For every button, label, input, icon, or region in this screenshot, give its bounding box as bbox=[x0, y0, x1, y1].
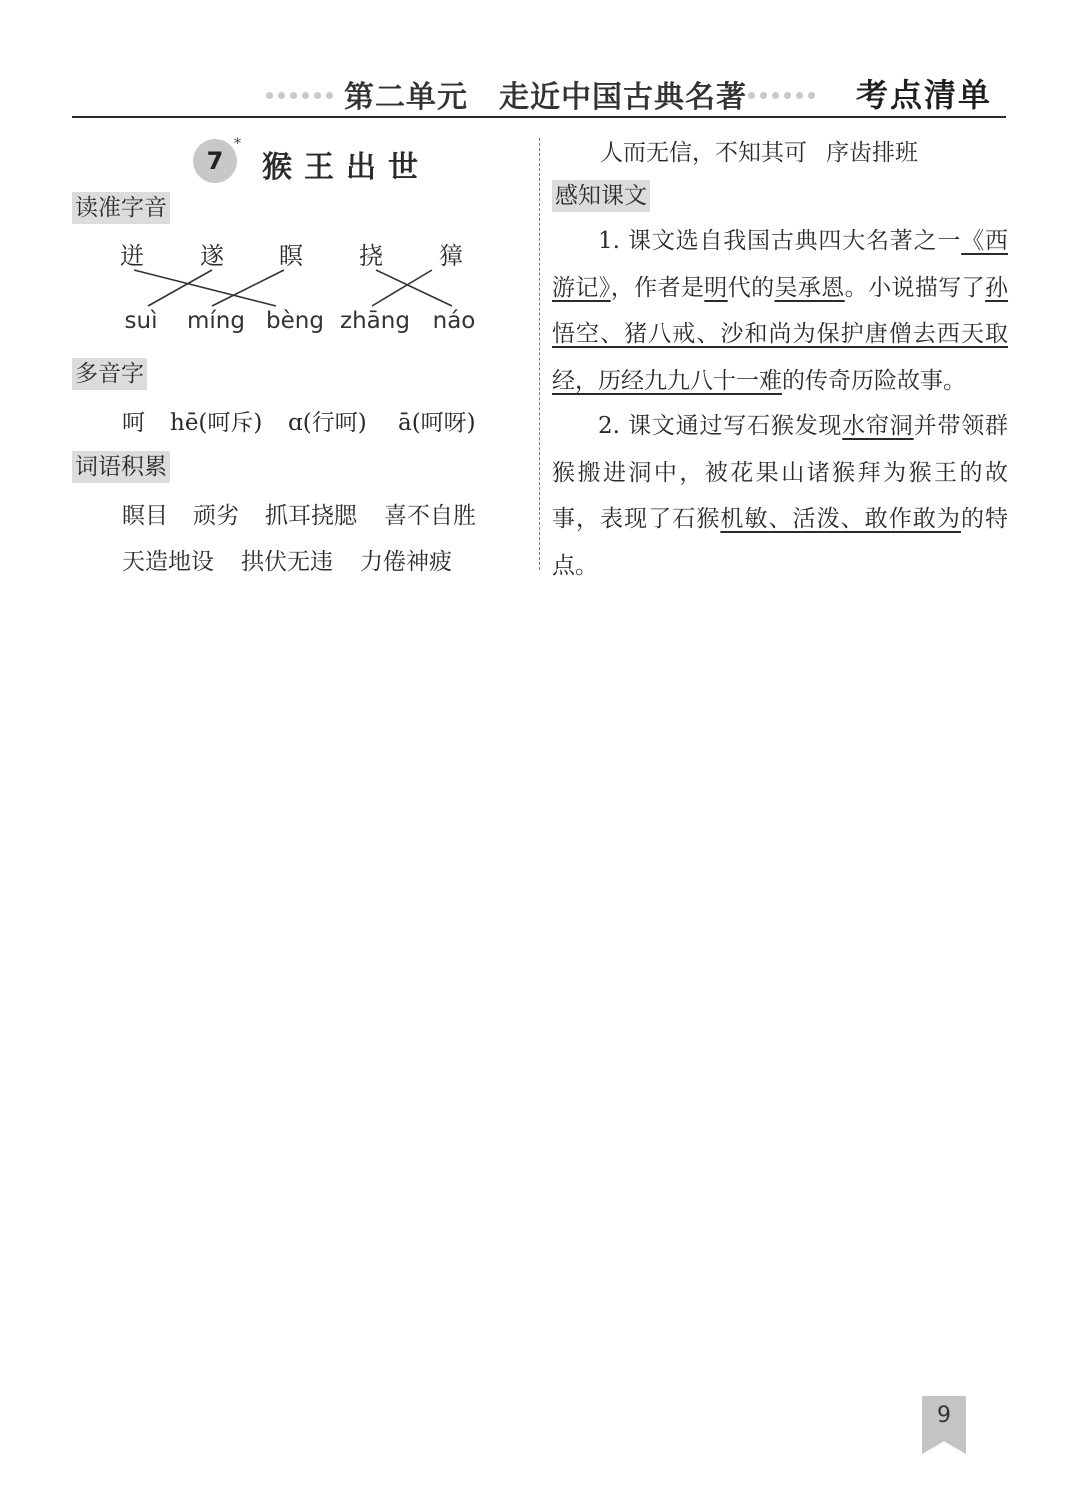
match-line-beng bbox=[134, 270, 276, 306]
unit-title: 第二单元 走近中国古典名著 bbox=[344, 80, 747, 115]
lesson-title: 猴王出世 bbox=[262, 150, 430, 185]
char-2: 遂 bbox=[200, 242, 224, 270]
vocab-word: 喜不自胜 bbox=[384, 503, 476, 529]
char-1: 迸 bbox=[120, 242, 144, 270]
section-tag-perception: 感知课文 bbox=[552, 180, 650, 212]
underlined-answer: 机敏、活泼、敢作敢为 bbox=[720, 506, 961, 532]
pinyin-5: náo bbox=[432, 308, 476, 334]
polyphone-reading-3: ā(呵呀) bbox=[398, 410, 476, 436]
section-tag-vocabulary: 词语积累 bbox=[72, 451, 170, 483]
char-5: 獐 bbox=[439, 242, 463, 270]
underlined-answer: 吴承恩 bbox=[774, 274, 845, 301]
underlined-answer: 明 bbox=[704, 274, 728, 301]
underlined-answer: 孙悟空、猪八戒、沙和尚为保护唐僧去西天取经，历经九九八十一难 bbox=[552, 274, 1009, 394]
polyphone-char: 呵 bbox=[122, 410, 145, 436]
vocab-word: 顽劣 bbox=[193, 503, 239, 529]
polyphone-reading-2: ɑ(行呵) bbox=[288, 410, 367, 436]
vocab-word: 序齿排班 bbox=[826, 140, 918, 166]
pinyin-4: zhāng bbox=[340, 308, 410, 334]
lesson-mark: * bbox=[234, 136, 241, 152]
section-tag-polyphone: 多音字 bbox=[72, 358, 147, 390]
vocab-word: 天造地设 bbox=[122, 549, 214, 575]
vocab-word: 人而无信，不知其可 bbox=[600, 140, 807, 166]
section-tag-pronunciation: 读准字音 bbox=[72, 192, 170, 224]
pinyin-3: bèng bbox=[266, 308, 324, 334]
char-4: 挠 bbox=[359, 242, 383, 270]
match-line-ming bbox=[212, 270, 284, 306]
vocab-word: 抓耳挠腮 bbox=[265, 503, 357, 529]
perception-paragraph-1: 1. 课文选自我国古典四大名著之一《西游记》，作者是明代的吴承恩。小说描写了孙悟空、猪八戒、沙和尚为保护唐僧去西天取经，历经九九八十一难的传奇历险故事。 bbox=[552, 228, 1009, 394]
vocab-word: 拱伏无违 bbox=[241, 549, 333, 575]
section-brand: 考点清单 bbox=[856, 76, 993, 114]
pinyin-1: suì bbox=[124, 308, 158, 334]
page-number: 9 bbox=[937, 1403, 951, 1428]
lesson-number-badge: 7 bbox=[193, 139, 237, 183]
match-line-zhang bbox=[376, 270, 452, 306]
pinyin-2: míng bbox=[187, 308, 245, 334]
vocab-word: 瞑目 bbox=[122, 503, 168, 529]
vocab-word: 力倦神疲 bbox=[360, 549, 452, 575]
underlined-answer: 水帘洞 bbox=[842, 413, 914, 439]
char-3: 瞑 bbox=[279, 242, 303, 270]
match-line-nao bbox=[372, 270, 432, 306]
perception-paragraph-2: 2. 课文通过写石猴发现水帘洞并带领群猴搬进洞中，被花果山诸猴拜为猴王的故事，表现了石猴机敏、活泼、敢作敢为的特点。 bbox=[552, 413, 1009, 579]
underlined-answer: 《西游记》 bbox=[552, 228, 1008, 301]
polyphone-reading-1: hē(呵斥) bbox=[170, 410, 263, 436]
